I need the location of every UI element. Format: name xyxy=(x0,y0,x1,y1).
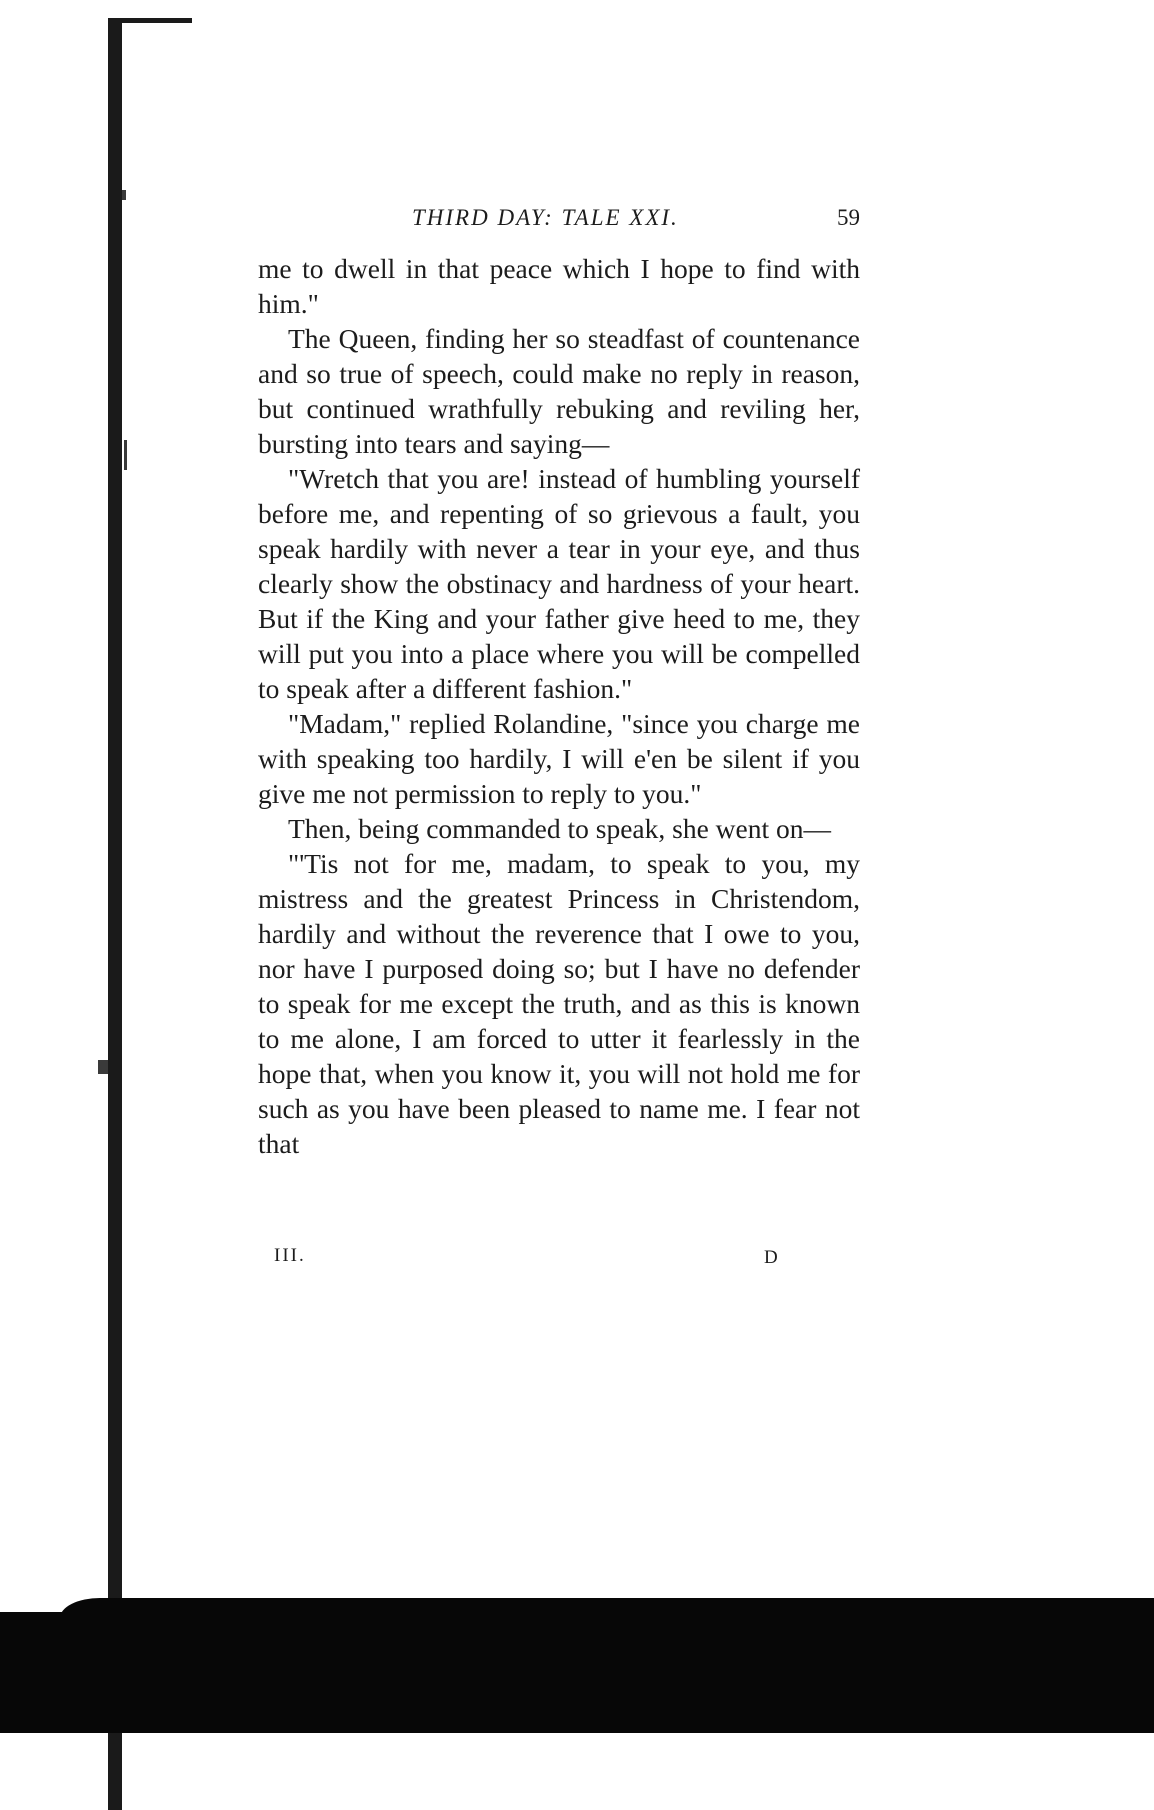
body-text xyxy=(258,251,860,1161)
page-number: 59 xyxy=(837,205,860,230)
paragraph: "'Tis not for me, madam, to speak to you, my mistress and the greatest Princess in Christendom, hardily and without the reverence that I owe to you, nor have I purposed doing so; but I have no defender to speak for me except the truth, and as this is known to me alone, I am forced to utter it fearlessly in the hope that, when you know it, you will not hold me for such as you have been pleased to name me. I fear not that xyxy=(258,848,860,1159)
scan-shadow-bottom xyxy=(0,1612,1154,1733)
paragraph-continued: me to dwell in that peace which I hope to find with him." xyxy=(258,253,860,319)
page-header xyxy=(258,205,860,239)
volume-signature: III. xyxy=(274,1245,306,1266)
binding-shadow xyxy=(108,20,122,1810)
paragraph: "Madam," replied Rolandine, "since you charge me with speaking too hardily, I will e'en be silent if you give me not permission to reply to you." xyxy=(258,708,860,809)
scan-speck xyxy=(122,190,126,200)
page-footer xyxy=(274,1245,794,1275)
paragraph: "Wretch that you are! instead of humbling yourself before me, and repenting of so grievous a fault, you speak hardily with never a tear in your eye, and thus clearly show the obstinacy and hardness of your heart. But if the King and your father give heed to me, they will put you into a place where you will be compelled to speak after a different fashion." xyxy=(258,463,860,704)
scan-speck xyxy=(98,1060,108,1074)
signature-mark: D xyxy=(764,1247,780,1268)
paragraph: Then, being commanded to speak, she went on— xyxy=(288,813,831,844)
paragraph: The Queen, finding her so steadfast of countenance and so true of speech, could make no reply in reason, but continued wrathfully rebuking and reviling her, bursting into tears and saying— xyxy=(258,323,860,459)
scan-speck xyxy=(124,440,127,470)
running-head: THIRD DAY: TALE XXI. xyxy=(412,205,679,230)
